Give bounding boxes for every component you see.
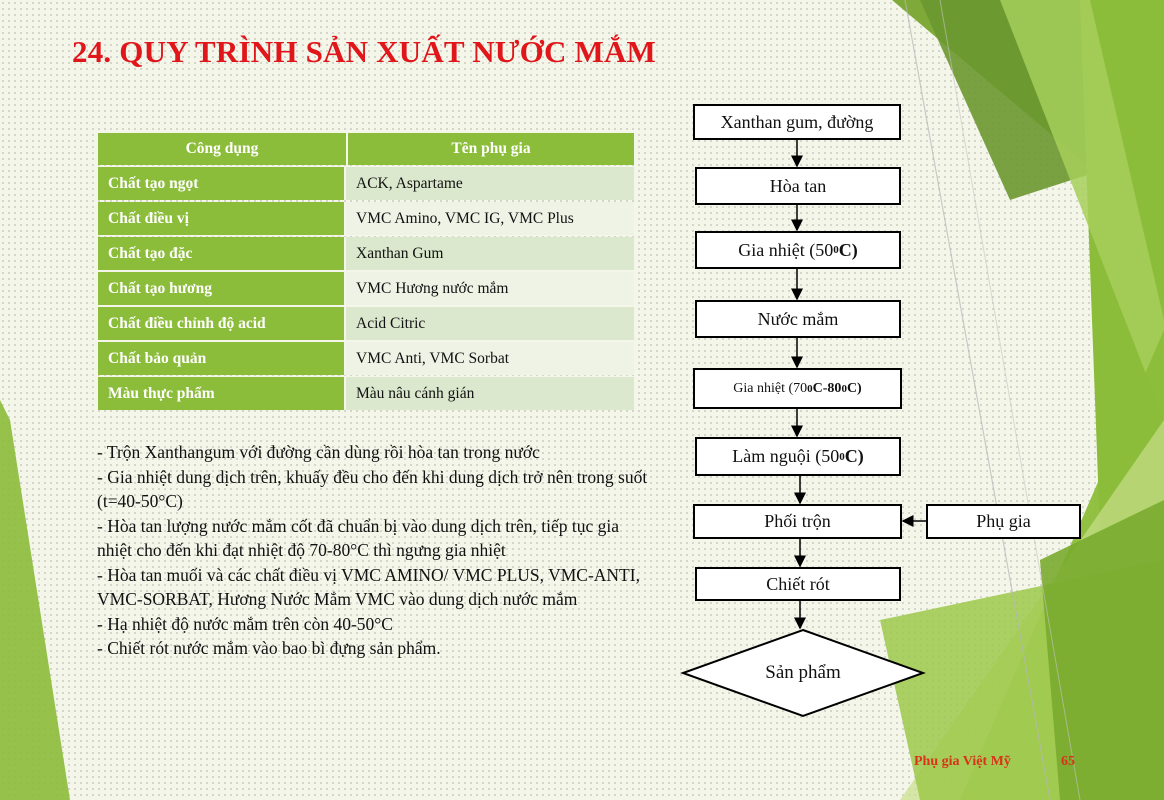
use-cell: Chất điều chỉnh độ acid [98,307,346,340]
step-label: Sản phẩm [765,662,841,683]
step-unit: C) [846,380,862,396]
step-fish-sauce [695,300,901,338]
step-xanthan-sugar [693,104,901,140]
step-heat-50 [695,231,901,269]
additive-cell: VMC Anti, VMC Sorbat [346,342,634,375]
step-label: Hòa tan [769,175,827,196]
footer-brand: Phụ gia Việt Mỹ [914,754,1011,769]
header-use: Công dụng [98,133,346,165]
step-unit: C-80 [812,380,842,396]
step-label: Phối trộn [764,511,831,531]
superscript: 0 [841,382,847,395]
step-dissolve [695,167,901,205]
step-label: Gia nhiệt (70 [733,380,808,396]
step-label: Gia nhiệt (50 [738,239,834,260]
use-cell: Màu thực phẩm [98,377,346,410]
additive-cell: VMC Amino, VMC IG, VMC Plus [346,202,634,235]
use-cell: Chất tạo hương [98,272,346,305]
additive-cell: Màu nâu cánh gián [346,377,634,410]
step-product [682,628,924,718]
step-label: Xanthan gum, đường [720,111,874,132]
step-label: Nước mắm [757,308,839,329]
additive-cell: ACK, Aspartame [346,167,634,200]
use-cell: Chất bảo quản [98,342,346,375]
step-unit: C) [838,239,858,260]
slide-title: 24. QUY TRÌNH SẢN XUẤT NƯỚC MẮM [72,34,657,69]
use-cell: Chất tạo đặc [98,237,346,270]
note-line: - Hòa tan muối và các chất điều vị VMC AMINO/ VMC PLUS, VMC-ANTI, VMC-SORBAT, Hương Nước Mắm VMC vào dung dịch nước mắm [97,564,640,609]
step-mixing [693,504,902,539]
use-cell: Chất điều vị [98,202,346,235]
step-unit: C) [844,446,864,466]
note-line: - Trộn Xanthangum với đường cần dùng rồi hòa tan trong nước [97,442,540,462]
note-line: - Hạ nhiệt độ nước mắm trên còn 40-50°C [97,613,393,634]
step-bottling [695,567,901,601]
superscript: 0 [807,382,813,395]
additive-cell: Xanthan Gum [346,237,634,270]
additive-cell: Acid Citric [346,307,634,340]
note-line: - Gia nhiệt dung dịch trên, khuấy đều cho đến khi dung dịch trở nên trong suốt (t=40-50°C) [97,466,648,511]
superscript: 0 [833,244,839,256]
step-heat-70-80 [693,368,902,409]
step-cool-50 [695,437,901,476]
step-label: Làm nguội (50 [732,446,840,466]
step-label: Phụ gia [976,511,1031,531]
page-number: 65 [1061,754,1075,769]
use-cell: Chất tạo ngọt [98,167,346,200]
superscript: 0 [839,450,845,463]
step-additives [926,504,1081,539]
step-label: Chiết rót [766,573,830,594]
additive-cell: VMC Hương nước mắm [346,272,634,305]
note-line: - Hòa tan lượng nước mắm cốt đã chuẩn bị vào dung dịch trên, tiếp tục gia nhiệt cho đến khi đạt nhiệt độ 70-80°C thì ngưng gia nhiệt [97,515,619,560]
header-additive-name: Tên phụ gia [346,133,634,165]
note-line: - Chiết rót nước mắm vào bao bì đựng sản phẩm. [97,638,441,658]
